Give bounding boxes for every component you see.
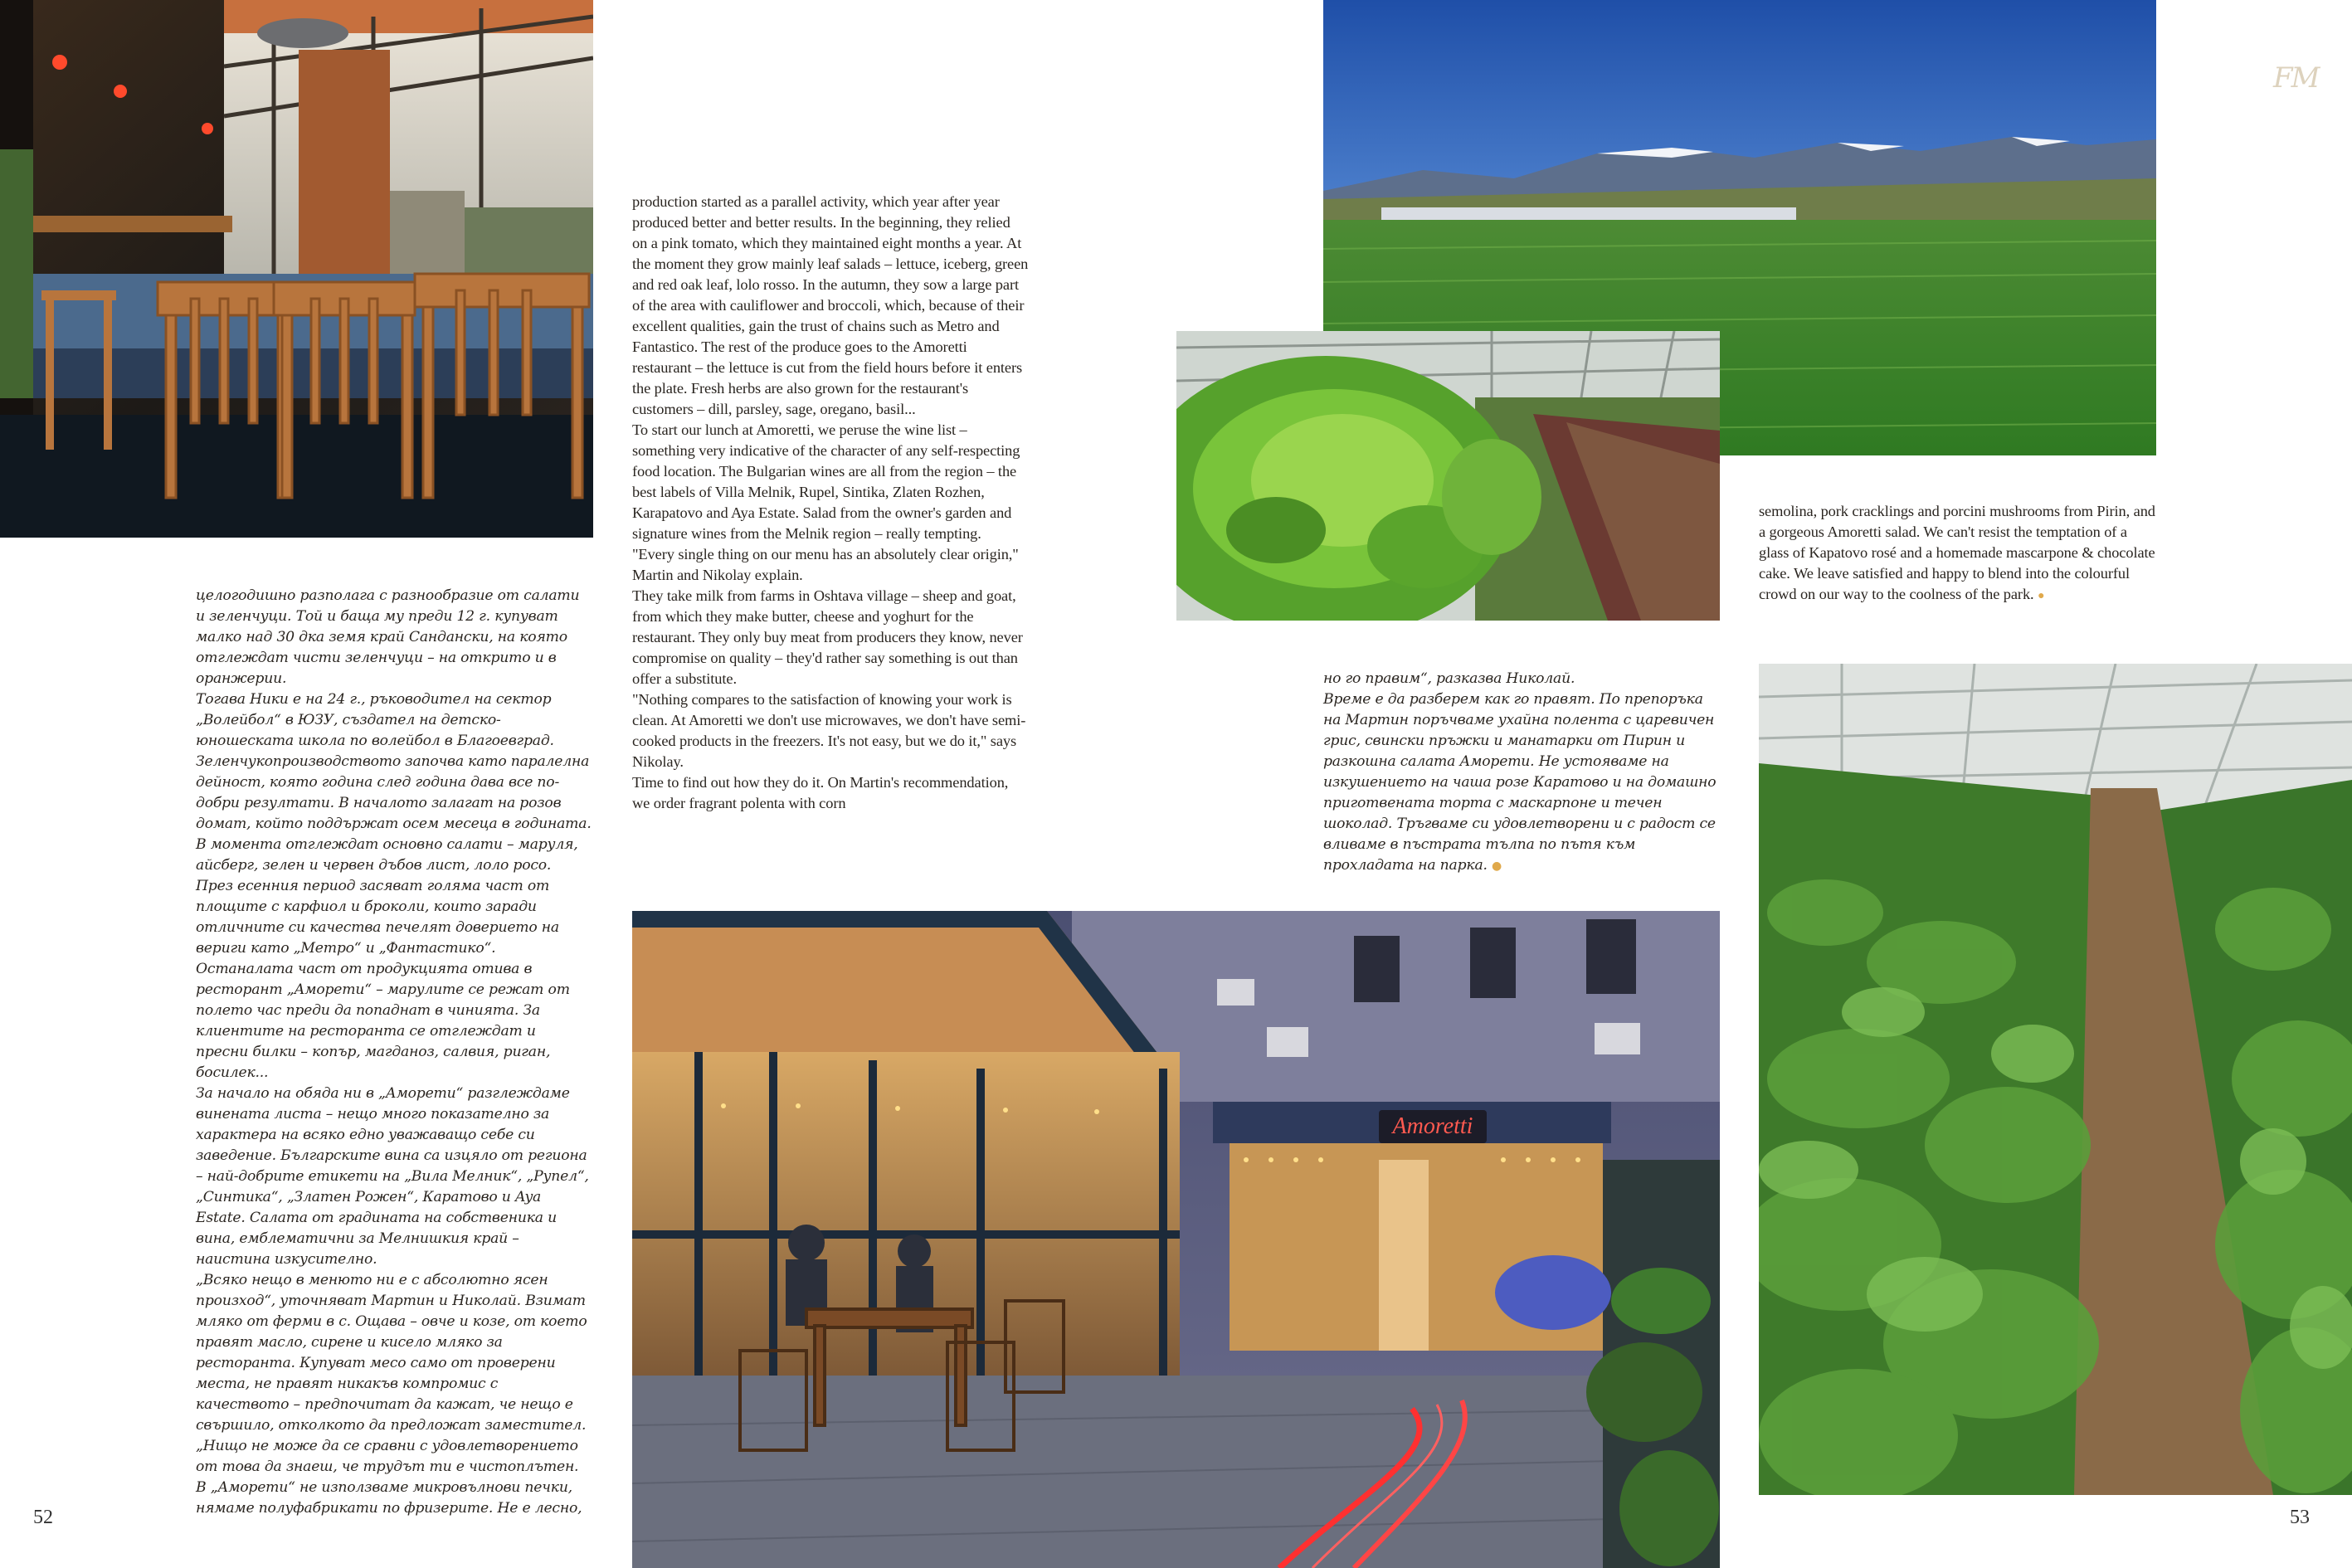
lettuce-greenhouse-photo — [1176, 331, 1720, 621]
restaurant-interior-photo — [0, 0, 593, 538]
page-number-left: 52 — [33, 1507, 53, 1528]
amoretti-exterior-night-photo — [632, 911, 1720, 1568]
paragraph: They take milk from farms in Oshtava village – sheep and goat, from which they make butter, cheese and yoghurt for the restaurant. They only buy meat from producers they know, never compromise on quality – they'd rather say something is out than offer a substitute. — [632, 587, 1023, 687]
paragraph: production started as a parallel activity, which year after year produced better and better results. In the beginning, they relied on a pink tomato, which they maintained eight months a year. At the moment they grow mainly leaf salads – lettuce, iceberg, green and red oak leaf, lolo rosso. In the autumn, they sow a large part of the area with cauliflower and broccoli, which, because of their excellent qualities, gain the trust of chains such as Metro and Fantastico. The rest of the produce goes to the Amoretti restaurant – the lettuce is cut from the field hours before it enters the plate. Fresh herbs are also grown for the restaurant's customers – dill, parsley, sage, oregano, basil... — [632, 193, 1029, 417]
paragraph: Тогава Ники е на 24 г., ръководител на сектор „Волейбол“ в ЮЗУ, създател на детско-юношеската школа по волейбол в Благоевград. Зеленчукопроизводството започва като паралелна дейност, която година след година дава все по-добри резултати. В началото залагат на розов домат, който поддържат осем месеца в годината. В момента отглеждат основно салати – маруля, айсберг, зелен и червен дъбов лист, лоло росо. През есенния период засяват голяма част от площите с карфиол и броколи, които заради отличните си качества печелят доверието на вериги като „Метро“ и „Фантастико“. Останалата част от продукцията отива в ресторант „Аморети“ – марулите се режат от полето час преди да попаднат в чинията. За клиентите на ресторанта се отглеждат и пресни билки – копър, магданоз, салвия, риган, босилек... — [196, 691, 592, 1081]
end-marker-dot: ● — [2038, 590, 2045, 602]
tomato-greenhouse-photo — [1759, 664, 2352, 1495]
magazine-logo: FM — [2273, 61, 2319, 95]
paragraph: Time to find out how they do it. On Martin's recommendation, we order fragrant polenta with corn — [632, 774, 1009, 811]
paragraph: „Нищо не може да се сравни с удовлетворението от това да знаеш, че трудът ти е чистоплътен. В „Аморети“ не използваме микровълнови печки, нямаме полуфабрикати по фризерите. Не е лесно, — [196, 1438, 582, 1517]
paragraph: semolina, pork cracklings and porcini mushrooms from Pirin, and a gorgeous Amoretti salad. We can't resist the temptation of a glass of Kapatovo rosé and a homemade mascarpone & chocolate cake. We leave satisfied and happy to blend into the colourful crowd on our way to the coolness of the park. — [1759, 503, 2155, 602]
paragraph: To start our lunch at Amoretti, we peruse the wine list – something very indicative of the character of any self-respecting food location. The Bulgarian wines are all from the region – the best labels of Villa Melnik, Rupel, Sintika, Zlaten Rozhen, Karapatovo and Aya Estate. Salad from the owner's garden and signature wines from the Melnik region – really tempting. — [632, 421, 1020, 542]
bulgarian-text-column-2 — [1323, 669, 1721, 877]
paragraph: Време е да разберем как го правят. По препоръка на Мартин поръчваме ухайна полента с царевичен грис, свински пръжки и манатарки от Пирин и разкошна салата Аморети. Не устояваме на изкушението на чаша розе Каратово и на домашно приготвената торта с маскарпоне и течен шоколад. Тръгваме си удовлетворени и с радост се вливаме в пъстрата тълпа по пътя към прохладата на парка. — [1323, 691, 1717, 874]
paragraph: целогодишно разполага с разнообразие от салати и зеленчуци. Той и баща му преди 12 г. купуват малко над 30 дка земя край Сандански, на която отглеждат чисти зеленчуци – на открито и в оранжерии. — [196, 587, 580, 687]
paragraph: но го правим“, разказва Николай. — [1323, 670, 1575, 687]
paragraph: "Nothing compares to the satisfaction of knowing your work is clean. At Amoretti we don't use microwaves, we don't have semi-cooked products in the freezers. It's not easy, but we do it," says Nikolay. — [632, 691, 1026, 770]
end-marker-dot: ● — [1492, 859, 1502, 873]
paragraph: "Every single thing on our menu has an absolutely clear origin," Martin and Nikolay explain. — [632, 546, 1019, 583]
english-text-column-1 — [632, 192, 1029, 814]
paragraph: За начало на обяда ни в „Аморети“ разглеждаме винената листа – нещо много показателно за характера на всяко едно уважаващо себе си заведение. Българските вина са изцяло от региона – най-добрите етикети на „Вила Мелник“, „Рупел“, „Синтика“, „Златен Рожен“, Каратово и Aya Estate. Салата от градината на собственика и вина, емблематични за Мелнишкия край – наистина изкусително. — [196, 1085, 589, 1268]
restaurant-sign: Amoretti — [1392, 1113, 1473, 1139]
page-number-right: 53 — [2290, 1507, 2310, 1528]
paragraph: „Всяко нещо в менюто ни е с абсолютно ясен произход“, уточняват Мартин и Николай. Взимат мляко от ферми в с. Ощава – овче и козе, от което правят масло, сирене и кисело мляко за ресторанта. Купуват месо само от проверени места, не правят никакъв компромис с качеството – предпочитат да кажат, че нещо е свършило, отколкото да предложат заместител. — [196, 1272, 587, 1434]
bulgarian-text-column-1 — [196, 586, 592, 1519]
english-text-column-2 — [1759, 501, 2157, 606]
